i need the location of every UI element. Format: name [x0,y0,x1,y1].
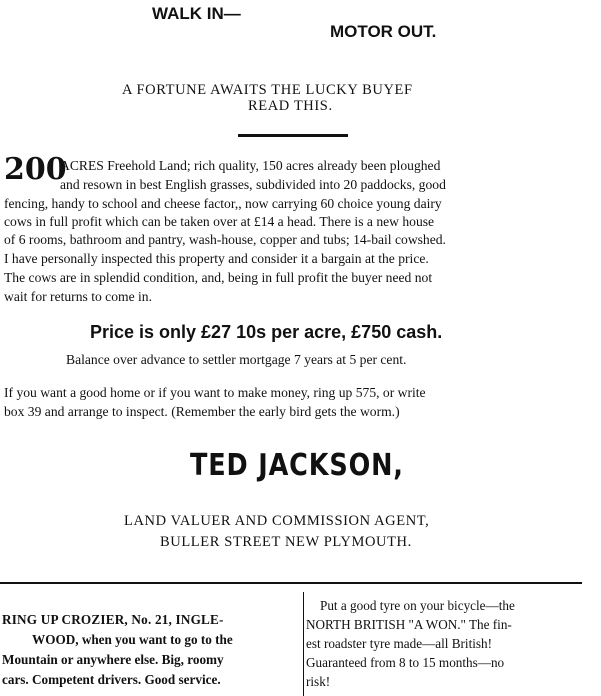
headline-line-1: A FORTUNE AWAITS THE LUCKY BUYEF [122,82,413,98]
tyre-ad-line: NORTH BRITISH "A WON." The fin- [306,617,512,632]
headline-divider [238,134,348,137]
agent-address: BULLER STREET NEW PLYMOUTH. [160,534,412,550]
crozier-ad-line: RING UP CROZIER, No. 21, INGLE- [2,612,224,627]
walk-in-heading: WALK IN— [152,4,241,23]
tyre-ad-line: est roadster tyre made—all British! [306,636,493,651]
agent-title: LAND VALUER AND COMMISSION AGENT, [124,513,430,529]
column-divider [303,592,304,696]
listing-line-returns: wait for returns to come in. [4,289,152,304]
listing-line: and resown in best English grasses, subdivided into 20 paddocks, good [60,177,446,192]
lot-size-number: 200 [4,152,67,187]
listing-line: ACRES Freehold Land; rich quality, 150 acres already been ploughed [60,158,441,173]
contact-line-1: If you want a good home or if you want to make money, ring up 575, or write [4,385,426,400]
agent-name: TED JACKSON, [190,448,404,483]
listing-line-inspected: I have personally inspected this property and consider it a bargain at the price. [4,251,429,266]
crozier-ad-line: Mountain or anywhere else. Big, roomy [2,652,224,667]
listing-line: cows in full profit which can be taken over at £14 a head. There is a new house [4,214,435,229]
listing-line-cows: The cows are in splendid condition, and, being in full profit the buyer need not [4,270,433,285]
section-divider [0,582,582,584]
listing-line-house: of 6 rooms, bathroom and pantry, wash-house, copper and tubs; 14-bail cowshed. [4,232,446,247]
tyre-ad-line: risk! [306,674,331,689]
tyre-ad-line: Guaranteed from 8 to 15 months—no [306,655,505,670]
crozier-ad-line: WOOD, when you want to go to the [32,632,233,647]
contact-line-2: box 39 and arrange to inspect. (Remember the early bird gets the worm.) [4,404,400,419]
listing-line: fencing, handy to school and cheese factor,, now carrying 60 choice young dairy [4,196,442,211]
crozier-ad-line: cars. Competent drivers. Good service. [2,672,221,687]
motor-out-heading: MOTOR OUT. [330,22,437,41]
balance-line: Balance over advance to settler mortgage 7 years at 5 per cent. [66,352,407,367]
headline-line-2: READ THIS. [248,98,333,114]
tyre-ad-line: Put a good tyre on your bicycle—the [320,598,515,613]
price-line: Price is only £27 10s per acre, £750 cash. [90,322,443,342]
